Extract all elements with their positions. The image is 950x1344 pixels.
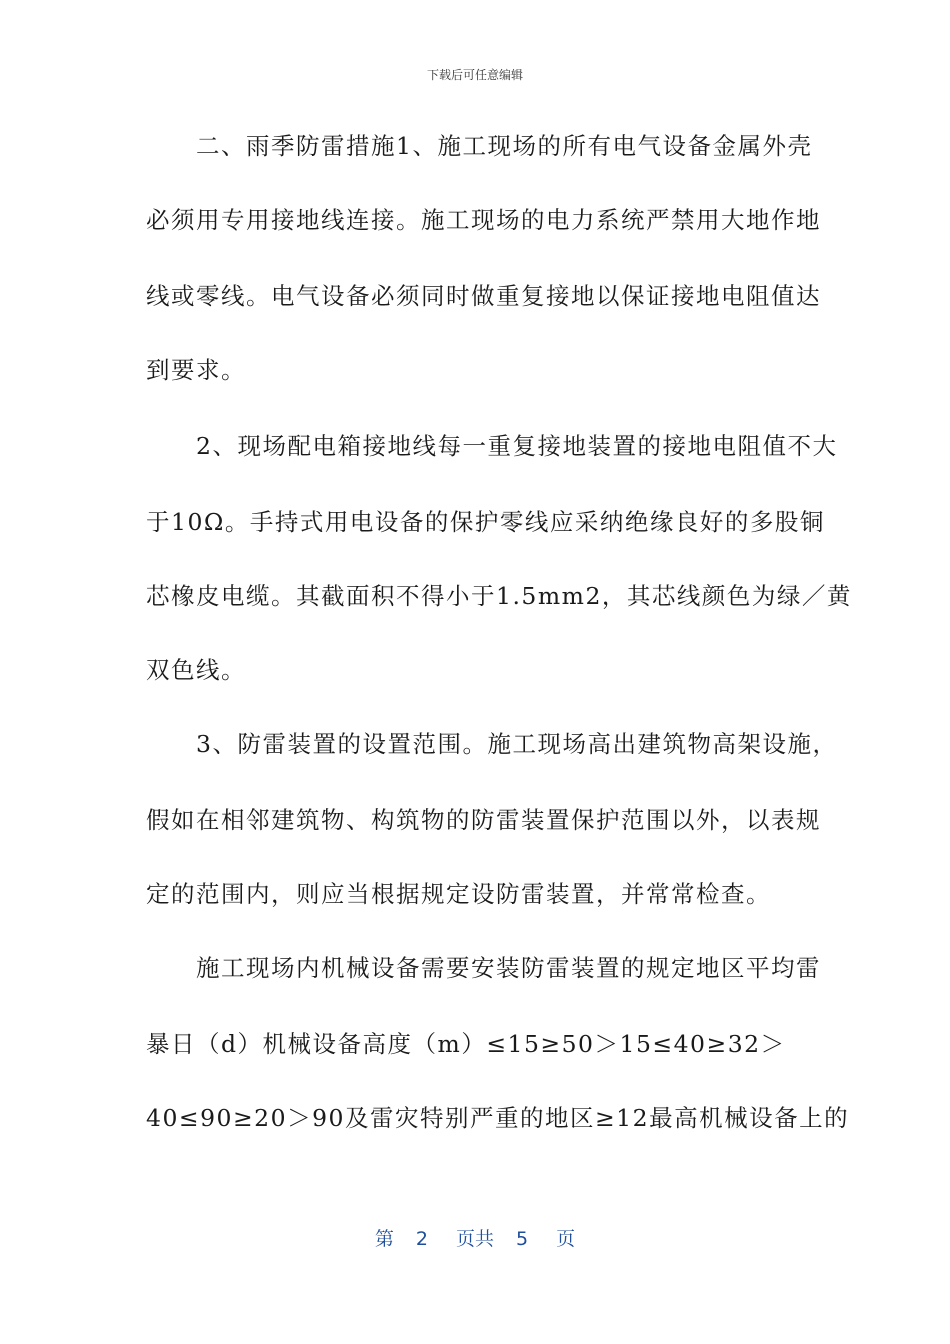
body-line-13: 暴日（d）机械设备高度（m）≤15≥50＞15≤40≥32＞ xyxy=(146,1030,786,1058)
body-line-6: 于10Ω。手持式用电设备的保护零线应采纳绝缘良好的多股铜 xyxy=(146,508,825,536)
body-line-5: 2、现场配电箱接地线每一重复接地装置的接地电阻值不大 xyxy=(146,432,838,460)
footer-word-ye-gong: 页共 xyxy=(455,1228,494,1250)
footer-page-number: 2 xyxy=(415,1228,428,1250)
footer-word-di: 第 xyxy=(374,1228,394,1250)
body-line-10: 假如在相邻建筑物、构筑物的防雷装置保护范围以外，以表规 xyxy=(146,806,821,834)
body-line-2: 必须用专用接地线连接。施工现场的电力系统严禁用大地作地 xyxy=(146,206,821,234)
body-line-1: 二、雨季防雷措施1、施工现场的所有电气设备金属外壳 xyxy=(146,132,813,160)
body-line-3: 线或零线。电气设备必须同时做重复接地以保证接地电阻值达 xyxy=(146,282,821,310)
body-line-12: 施工现场内机械设备需要安装防雷装置的规定地区平均雷 xyxy=(146,954,821,982)
footer-total-pages: 5 xyxy=(516,1228,529,1250)
body-line-14: 40≤90≥20＞90及雷灾特别严重的地区≥12最高机械设备上的 xyxy=(146,1104,850,1132)
body-line-8: 双色线。 xyxy=(146,656,246,684)
body-line-9: 3、防雷装置的设置范围。施工现场高出建筑物高架设施， xyxy=(146,730,838,758)
footer-word-ye: 页 xyxy=(556,1228,576,1250)
page-footer xyxy=(0,1224,950,1251)
body-line-11: 定的范围内，则应当根据规定设防雷装置，并常常检查。 xyxy=(146,880,771,908)
body-line-7: 芯橡皮电缆。其截面积不得小于1.5mm2，其芯线颜色为绿／黄 xyxy=(146,582,852,610)
header-note: 下载后可任意编辑 xyxy=(426,68,523,82)
body-line-4: 到要求。 xyxy=(146,356,246,384)
